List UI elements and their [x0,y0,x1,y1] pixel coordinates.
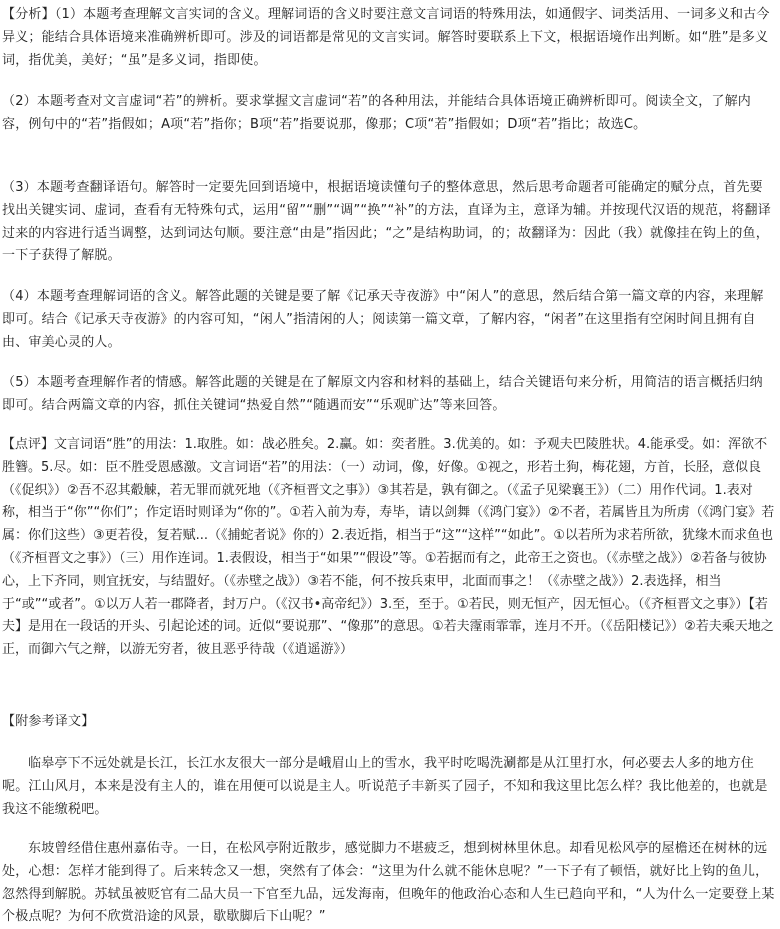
analysis-point-1-text: （1）本题考查理解文言实词的含义。理解词语的含义时要注意文言词语的特殊用法，如通假字、词类活用、一词多义和古今异义；能结合具体语境来准确辨析即可。涉及的词语都是常见的文言实词。解答时要联系上下文，根据语境作出判断。如“胜”是多义词，指优美，美好；“虽”是多义词，指即使。 [2,7,770,68]
translation-paragraph-1: 临皋亭下不远处就是长江，长江水友很大一部分是峨眉山上的雪水，我平时吃喝洗涮都是从江里打水，何必要去人多的地方住呢。江山风月，本来是没有主人的，谁在用便可以说是主人。听说范子丰新买了园子，不知和我这里比怎么样？我比他差的，也就是我这不能缴税吧。 [2,756,768,817]
commentary-label: 【点评】 [2,437,55,452]
analysis-point-1 [2,4,776,72]
translation-paragraph-2: 东坡曾经借住惠州嘉佑寺。一日，在松风亭附近散步，感觉脚力不堪疲乏，想到树林里休息。却看见松风亭的屋檐还在树林的远处，心想：怎样才能到得了。后来转念又一想，突然有了体会：“这里为什么就不能休息呢？”一下子有了顿悟，就好比上钩的鱼儿，忽然得到解脱。苏轼虽被贬官有二品大员一下官至九品，远发海南，但晚年的他政治心态和人生已趋向平和，“人为什么一定要登上某个极点呢？为何不欣赏沿途的风景，歇歇脚后下山呢？” [2,841,775,925]
analysis-label: 【分析】 [2,7,55,22]
translation-heading: 【附参考译文】 [2,714,95,729]
commentary-paragraph [2,434,776,662]
analysis-point-3: （3）本题考查翻译语句。解答时一定要先回到语境中，根据语境读懂句子的整体意思，然后思考命题者可能确定的赋分点，首先要找出关键实词、虚词，查看有无特殊句式，运用“留”“删”“调”“换”“补”的方法，直译为主，意译为辅。并按现代汉语的规范，将翻译过来的内容进行适当调整，达到词达句顺。要注意“由是”指因此；“之”是结构助词，的；故翻译为：因此（我）就像挂在钩上的鱼，一下子获得了解脱。 [2,180,771,264]
commentary-text: 文言词语“胜”的用法：1.取胜。如：战必胜矣。2.赢。如：奕者胜。3.优美的。如：予观夫巴陵胜状。4.能承受。如：浑欲不胜簪。5.尽。如：臣不胜受恩感激。文言词语“若”的用法：（一）动词，像，好像。①视之，形若土狗，梅花翅，方首，长胫，意似良（《促织》）②吾不忍其觳觫，若无罪而就死地（《齐桓晋文之事》）③其若是，孰有御之。（《孟子见梁襄王》）（二）用作代词。1.表对称，相当于“你”“你们”；作定语时则译为“你的”。①若入前为寿，寿毕，请以剑舞（《鸿门宴》）②不者，若属皆且为所虏（《鸿门宴》若属：你们这些）③更若役，复若赋...（《捕蛇者说》你的）2.表近指，相当于“这”“这样”“如此”。①以若所为求若所欲，犹缘木而求鱼也（《齐桓晋文之事》）（三）用作连词。1.表假设，相当于“如果”“假设”等。①若据而有之，此帝王之资也。（《赤壁之战》）②若备与彼协心，上下齐同，则宜抚安，与结盟好。（《赤壁之战》）③若不能，何不按兵束甲，北面而事之！（《赤壁之战》）2.表选择，相当于“或”“或者”。①以万人若一郡降者，封万户。（《汉书•高帝纪》）3.至，至于。①若民，则无恒产，因无恒心。（《齐桓晋文之事》）【若夫】是用在一段话的开头、引起论述的词。近似“要说那”、“像那”的意思。①若夫霪雨霏霏，连月不开。（《岳阳楼记》）②若夫乘天地之正，而御六气之辩，以游无穷者，彼且恶乎待哉（《逍遥游》） [2,437,775,658]
analysis-point-4: （4）本题考查理解词语的含义。解答此题的关键是要了解《记承天寺夜游》中“闲人”的意思，然后结合第一篇文章的内容，来理解即可。结合《记承天寺夜游》的内容可知，“闲人”指清闲的人；阅读第一篇文章，了解内容，“闲者”在这里指有空闲时间且拥有自由、审美心灵的人。 [2,289,764,350]
analysis-point-2: （2）本题考查对文言虚词“若”的辨析。要求掌握文言虚词“若”的各种用法，并能结合具体语境正确辨析即可。阅读全文，了解内容，例句中的“若”指假如；A项“若”指你；B项“若”指要说那，像那；C项“若”指假如；D项“若”指比；故选C。 [2,94,752,132]
analysis-point-5: （5）本题考查理解作者的情感。解答此题的关键是在了解原文内容和材料的基础上，结合关键语句来分析，用简洁的语言概括归纳即可。结合两篇文章的内容，抓住关键词“热爱自然”“随遇而安”“乐观旷达”等来回答。 [2,375,763,413]
